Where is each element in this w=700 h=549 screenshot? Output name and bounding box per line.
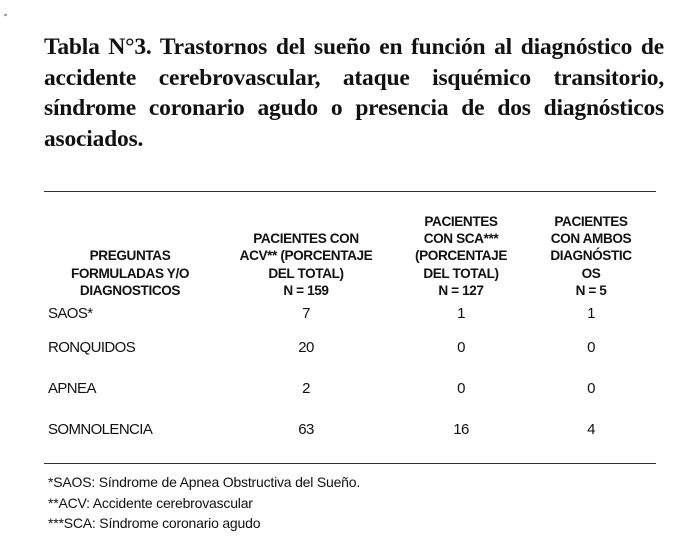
header-line: DEL TOTAL) bbox=[423, 265, 499, 281]
header-line: DIAGNOSTICOS bbox=[79, 282, 181, 298]
sleep-disorders-table bbox=[44, 192, 656, 450]
header-line: CON SCA*** bbox=[423, 231, 499, 247]
header-line: N = 5 bbox=[575, 282, 607, 298]
sca-value: 1 bbox=[457, 304, 465, 322]
header-questions bbox=[44, 247, 216, 299]
table-row bbox=[44, 327, 656, 368]
table-header-row bbox=[44, 192, 656, 299]
scan-speck bbox=[4, 14, 8, 17]
acv-value: 20 bbox=[298, 339, 314, 356]
header-both-diagnoses bbox=[526, 213, 656, 299]
header-line: PACIENTES bbox=[554, 213, 628, 229]
table-bottom-rule bbox=[44, 463, 656, 464]
table-row bbox=[44, 409, 656, 450]
sca-value: 0 bbox=[457, 380, 465, 397]
header-line: PACIENTES bbox=[424, 213, 498, 229]
table-row bbox=[44, 368, 656, 409]
header-sca-patients bbox=[396, 213, 526, 299]
header-line: N = 127 bbox=[438, 282, 484, 298]
acv-value: 63 bbox=[298, 421, 314, 438]
header-line: N = 159 bbox=[283, 282, 329, 298]
footnotes bbox=[48, 472, 360, 534]
header-line: PREGUNTAS bbox=[89, 248, 171, 264]
footnote-sca: ***SCA: Síndrome coronario agudo bbox=[48, 515, 261, 531]
header-line: FORMULADAS Y/O bbox=[70, 265, 189, 281]
row-label: SAOS* bbox=[48, 304, 93, 322]
row-label: RONQUIDOS bbox=[48, 339, 136, 356]
header-line: CON AMBOS bbox=[550, 231, 632, 247]
row-label: SOMNOLENCIA bbox=[48, 421, 153, 438]
both-value: 0 bbox=[587, 380, 595, 397]
header-line: DEL TOTAL) bbox=[268, 265, 344, 281]
acv-value: 2 bbox=[302, 380, 310, 397]
row-label: APNEA bbox=[48, 380, 96, 397]
header-line: ACV** (PORCENTAJE bbox=[239, 248, 373, 264]
sca-value: 16 bbox=[453, 421, 469, 438]
header-acv-patients bbox=[216, 230, 396, 299]
table-row bbox=[44, 299, 656, 327]
header-line: OS bbox=[581, 265, 601, 281]
both-value: 0 bbox=[587, 339, 595, 356]
header-line: PACIENTES CON bbox=[253, 231, 359, 247]
header-line: DIAGNÓSTIC bbox=[550, 248, 632, 264]
footnote-saos: *SAOS: Síndrome de Apnea Obstructiva del Sueño. bbox=[48, 474, 361, 490]
table-title: Tabla N°3. Trastornos del sueño en función al diagnóstico de accidente cerebrovascular, ataque isquémico transitorio, síndrome coronario agudo o presencia de dos diagnósticos asociados. bbox=[44, 34, 664, 152]
acv-value: 7 bbox=[302, 304, 310, 322]
both-value: 4 bbox=[587, 421, 595, 438]
footnote-acv: **ACV: Accidente cerebrovascular bbox=[48, 494, 253, 511]
sca-value: 0 bbox=[457, 339, 465, 356]
header-line: (PORCENTAJE bbox=[414, 248, 508, 264]
both-value: 1 bbox=[587, 304, 595, 322]
